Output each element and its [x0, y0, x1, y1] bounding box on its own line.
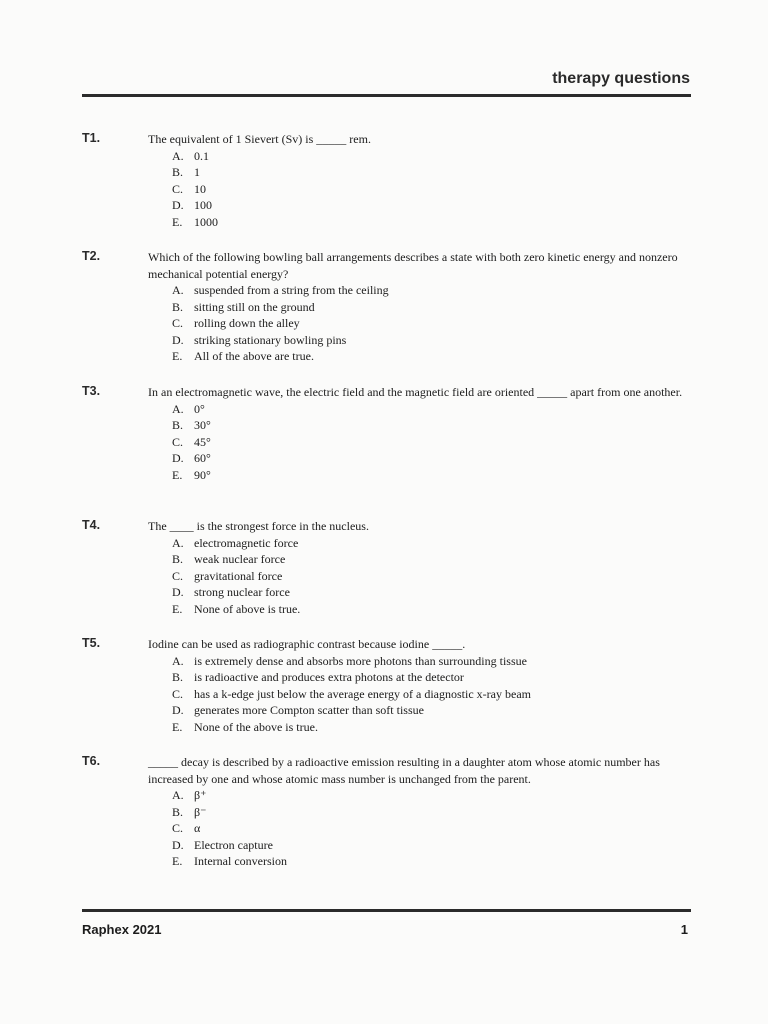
option-text: gravitational force	[194, 568, 283, 583]
option-e	[172, 601, 692, 618]
option-letter: E.	[172, 467, 183, 482]
option-letter: D.	[172, 585, 184, 599]
option-text: 10	[194, 181, 206, 196]
option-text: is extremely dense and absorbs more photons than surrounding tissue	[194, 653, 527, 668]
option-e	[172, 853, 692, 870]
question-number: T5.	[82, 636, 101, 650]
option-text: generates more Compton scatter than soft tissue	[194, 703, 424, 717]
option-d	[172, 584, 692, 601]
option-e	[172, 214, 692, 231]
question-number: T2.	[82, 249, 101, 263]
option-a	[172, 401, 692, 418]
option-a	[172, 787, 692, 804]
option-a	[172, 653, 692, 670]
option-letter: D.	[172, 451, 184, 465]
option-c	[172, 568, 692, 585]
question-t3	[82, 384, 692, 499]
option-text: α	[194, 821, 201, 835]
answer-options	[172, 282, 692, 365]
option-b	[172, 551, 692, 568]
option-d	[172, 450, 692, 467]
option-letter: E.	[172, 719, 183, 734]
option-letter: D.	[172, 837, 184, 852]
option-a	[172, 535, 692, 552]
question-t4	[82, 518, 692, 633]
question-stem: _____ decay is described by a radioactive emission resulting in a daughter atom whose atomic number has increased by one and whose atomic mass number is unchanged from the parent.	[148, 755, 660, 786]
answer-options	[172, 148, 692, 231]
question-t1	[82, 131, 692, 246]
option-text: β⁺	[194, 788, 207, 802]
option-letter: C.	[172, 316, 184, 330]
option-letter: B.	[172, 299, 184, 314]
option-c	[172, 686, 692, 703]
option-letter: B.	[172, 165, 184, 179]
option-text: electromagnetic force	[194, 535, 299, 550]
option-c	[172, 315, 692, 332]
option-letter: C.	[172, 821, 184, 835]
header-divider	[82, 94, 691, 97]
question-number: T4.	[82, 518, 101, 532]
option-b	[172, 669, 692, 686]
question-number: T1.	[82, 131, 101, 145]
footer-divider	[82, 909, 691, 912]
option-text: 1000	[194, 214, 218, 229]
option-letter: A.	[172, 535, 184, 550]
option-letter: E.	[172, 601, 183, 616]
option-text: All of the above are true.	[194, 349, 314, 363]
option-text: striking stationary bowling pins	[194, 332, 347, 347]
option-text: has a k-edge just below the average energy of a diagnostic x-ray beam	[194, 686, 531, 701]
question-stem: Iodine can be used as radiographic contrast because iodine _____.	[148, 637, 466, 651]
question-stem: Which of the following bowling ball arrangements describes a state with both zero kinetic energy and nonzero mechanical potential energy?	[148, 250, 678, 281]
option-letter: D.	[172, 332, 184, 347]
page-number: 1	[680, 922, 688, 937]
option-text: 60°	[194, 451, 211, 465]
option-text: rolling down the alley	[194, 316, 300, 330]
option-c	[172, 181, 692, 198]
question-stem: In an electromagnetic wave, the electric field and the magnetic field are oriented _____ apart from one another.	[148, 385, 683, 399]
question-t5	[82, 636, 692, 751]
option-letter: B.	[172, 804, 184, 819]
option-a	[172, 148, 692, 165]
option-text: None of above is true.	[194, 601, 301, 616]
option-d	[172, 702, 692, 719]
option-text: is radioactive and produces extra photons at the detector	[194, 670, 464, 684]
option-text: 0.1	[194, 148, 209, 163]
option-b	[172, 164, 692, 181]
option-text: 0°	[194, 401, 205, 416]
option-e	[172, 467, 692, 484]
question-stem: The equivalent of 1 Sievert (Sv) is _____ rem.	[148, 132, 371, 146]
option-d	[172, 332, 692, 349]
option-text: 100	[194, 198, 212, 212]
answer-options	[172, 653, 692, 736]
option-text: strong nuclear force	[194, 585, 290, 599]
question-number: T6.	[82, 754, 101, 768]
option-letter: A.	[172, 401, 184, 416]
option-text: Internal conversion	[194, 854, 287, 868]
option-text: 30°	[194, 418, 211, 432]
question-number: T3.	[82, 384, 101, 398]
option-letter: A.	[172, 653, 184, 668]
answer-options	[172, 535, 692, 618]
answer-options	[172, 787, 692, 870]
option-text: sitting still on the ground	[194, 299, 315, 314]
option-letter: C.	[172, 686, 184, 701]
option-letter: D.	[172, 198, 184, 212]
option-e	[172, 719, 692, 736]
page-header-title: therapy questions	[552, 70, 690, 87]
option-letter: B.	[172, 418, 184, 432]
option-d	[172, 837, 692, 854]
answer-options	[172, 401, 692, 484]
option-text: None of the above is true.	[194, 719, 318, 734]
option-c	[172, 434, 692, 451]
option-c	[172, 820, 692, 837]
option-text: weak nuclear force	[194, 552, 286, 566]
option-letter: D.	[172, 703, 184, 717]
option-letter: B.	[172, 552, 184, 566]
option-e	[172, 348, 692, 365]
option-letter: A.	[172, 283, 184, 297]
option-text: 1	[194, 165, 200, 179]
option-b	[172, 299, 692, 316]
option-text: 45°	[194, 434, 211, 449]
option-letter: E.	[172, 854, 183, 868]
option-letter: B.	[172, 670, 184, 684]
option-letter: A.	[172, 788, 184, 802]
option-letter: E.	[172, 214, 183, 229]
option-a	[172, 282, 692, 299]
option-letter: C.	[172, 568, 184, 583]
option-b	[172, 804, 692, 821]
question-t6	[82, 754, 692, 886]
option-text: suspended from a string from the ceiling	[194, 283, 389, 297]
question-t2	[82, 249, 692, 381]
footer-source-label: Raphex 2021	[82, 922, 162, 937]
option-text: Electron capture	[194, 837, 273, 852]
option-d	[172, 197, 692, 214]
option-letter: A.	[172, 148, 184, 163]
option-text: 90°	[194, 467, 211, 482]
question-stem: The ____ is the strongest force in the nucleus.	[148, 519, 369, 533]
option-text: β⁻	[194, 804, 207, 819]
option-letter: E.	[172, 349, 183, 363]
option-letter: C.	[172, 434, 184, 449]
option-b	[172, 417, 692, 434]
option-letter: C.	[172, 181, 184, 196]
